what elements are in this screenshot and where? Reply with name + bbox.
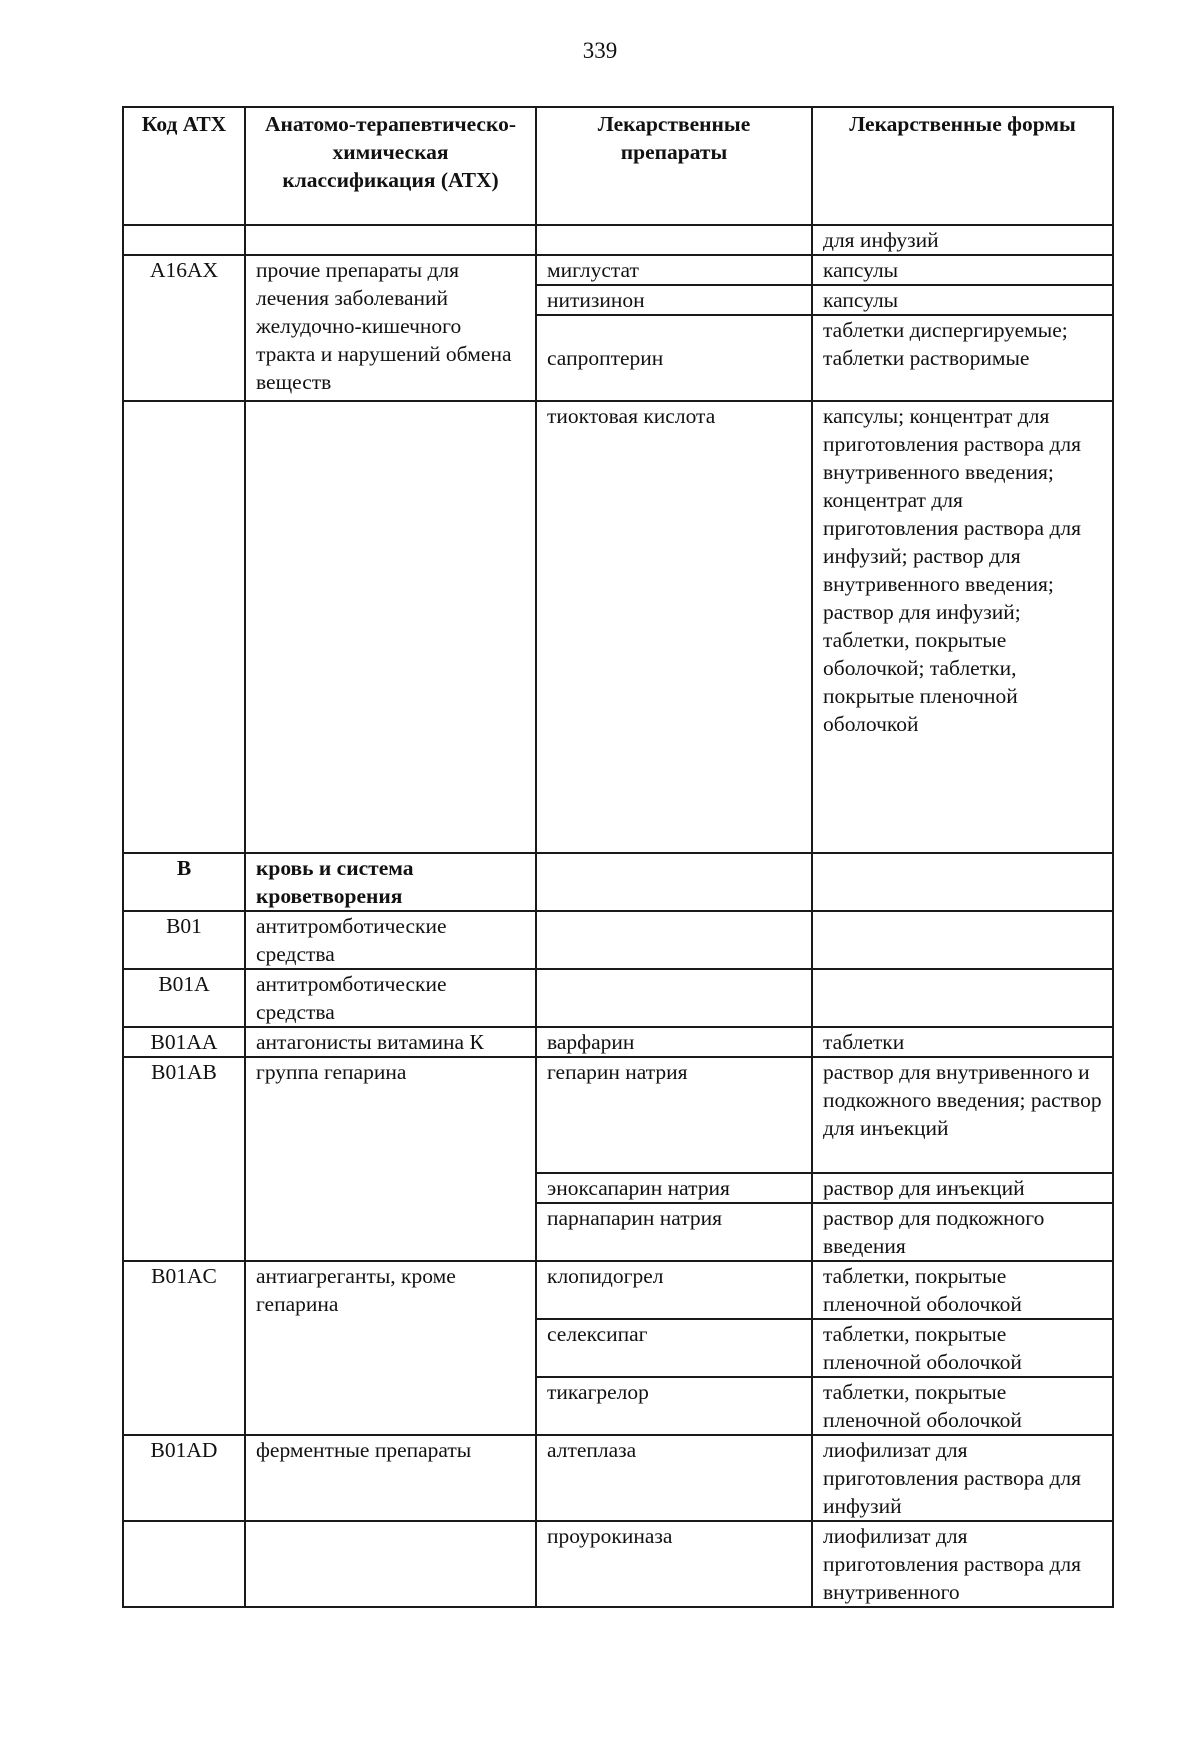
- header-code: Код АТХ: [123, 107, 245, 225]
- drug-cell: тиоктовая кислота: [536, 401, 812, 853]
- forms-cell: таблетки диспергируемые; таблетки растворимые: [812, 315, 1113, 401]
- drug-cell: селексипаг: [536, 1319, 812, 1377]
- code-cell: B01AB: [123, 1057, 245, 1261]
- drug-cell: эноксапарин натрия: [536, 1173, 812, 1203]
- code-cell: A16AX: [123, 255, 245, 401]
- forms-cell: капсулы; концентрат для приготовления раствора для внутривенного введения; концентрат для приготовления раствора для инфузий; раствор для внутривенного введения; раствор для инфузий; таблетки, покрытые оболочкой; таблетки, покрытые пленочной оболочкой: [812, 401, 1113, 853]
- classification-cell: антиагреганты, кроме гепарина: [245, 1261, 536, 1435]
- table-row: [123, 1261, 1113, 1319]
- code-cell: B01AA: [123, 1027, 245, 1057]
- table-row: [123, 1435, 1113, 1521]
- classification-cell: ферментные препараты: [245, 1435, 536, 1521]
- drug-cell: парнапарин натрия: [536, 1203, 812, 1261]
- forms-cell: лиофилизат для приготовления раствора для инфузий: [812, 1435, 1113, 1521]
- forms-cell: раствор для подкожного введения: [812, 1203, 1113, 1261]
- table-row: [123, 1027, 1113, 1057]
- table-row: [123, 911, 1113, 969]
- forms-cell: капсулы: [812, 255, 1113, 285]
- table-row: [123, 969, 1113, 1027]
- header-drugs: Лекарственные препараты: [536, 107, 812, 225]
- code-cell: B01A: [123, 969, 245, 1027]
- forms-cell: раствор для внутривенного и подкожного введения; раствор для инъекций: [812, 1057, 1113, 1173]
- forms-cell: таблетки, покрытые пленочной оболочкой: [812, 1377, 1113, 1435]
- table-row: [123, 255, 1113, 285]
- forms-cell: для инфузий: [812, 225, 1113, 255]
- drug-cell: тикагрелор: [536, 1377, 812, 1435]
- code-cell: B: [123, 853, 245, 911]
- drug-cell: варфарин: [536, 1027, 812, 1057]
- forms-cell: раствор для инъекций: [812, 1173, 1113, 1203]
- drug-cell: клопидогрел: [536, 1261, 812, 1319]
- classification-cell: антитромботические средства: [245, 911, 536, 969]
- classification-cell: антитромботические средства: [245, 969, 536, 1027]
- table-header-row: [123, 107, 1113, 225]
- forms-cell: капсулы: [812, 285, 1113, 315]
- drug-cell: алтеплаза: [536, 1435, 812, 1521]
- page-number: 339: [582, 38, 618, 63]
- drug-cell: гепарин натрия: [536, 1057, 812, 1173]
- table-row: [123, 1057, 1113, 1173]
- classification-cell: группа гепарина: [245, 1057, 536, 1261]
- forms-cell: таблетки, покрытые пленочной оболочкой: [812, 1261, 1113, 1319]
- table-row: [123, 853, 1113, 911]
- table-row: [123, 225, 1113, 255]
- forms-cell: таблетки: [812, 1027, 1113, 1057]
- classification-cell: кровь и система кроветворения: [245, 853, 536, 911]
- code-cell: B01: [123, 911, 245, 969]
- drug-cell: проурокиназа: [536, 1521, 812, 1607]
- header-forms: Лекарственные формы: [812, 107, 1113, 225]
- code-cell: B01AC: [123, 1261, 245, 1435]
- header-classification: Анатомо-терапевтическо-химическая классификация (АТХ): [245, 107, 536, 225]
- classification-cell: прочие препараты для лечения заболеваний желудочно-кишечного тракта и нарушений обмена веществ: [245, 255, 536, 401]
- drug-cell: нитизинон: [536, 285, 812, 315]
- atx-table: [122, 106, 1114, 1608]
- classification-cell: антагонисты витамина К: [245, 1027, 536, 1057]
- drug-cell: миглустат: [536, 255, 812, 285]
- table-row: [123, 1521, 1113, 1607]
- forms-cell: лиофилизат для приготовления раствора для внутривенного: [812, 1521, 1113, 1607]
- table-row: [123, 401, 1113, 853]
- drug-cell: сапроптерин: [536, 315, 812, 401]
- code-cell: B01AD: [123, 1435, 245, 1521]
- forms-cell: таблетки, покрытые пленочной оболочкой: [812, 1319, 1113, 1377]
